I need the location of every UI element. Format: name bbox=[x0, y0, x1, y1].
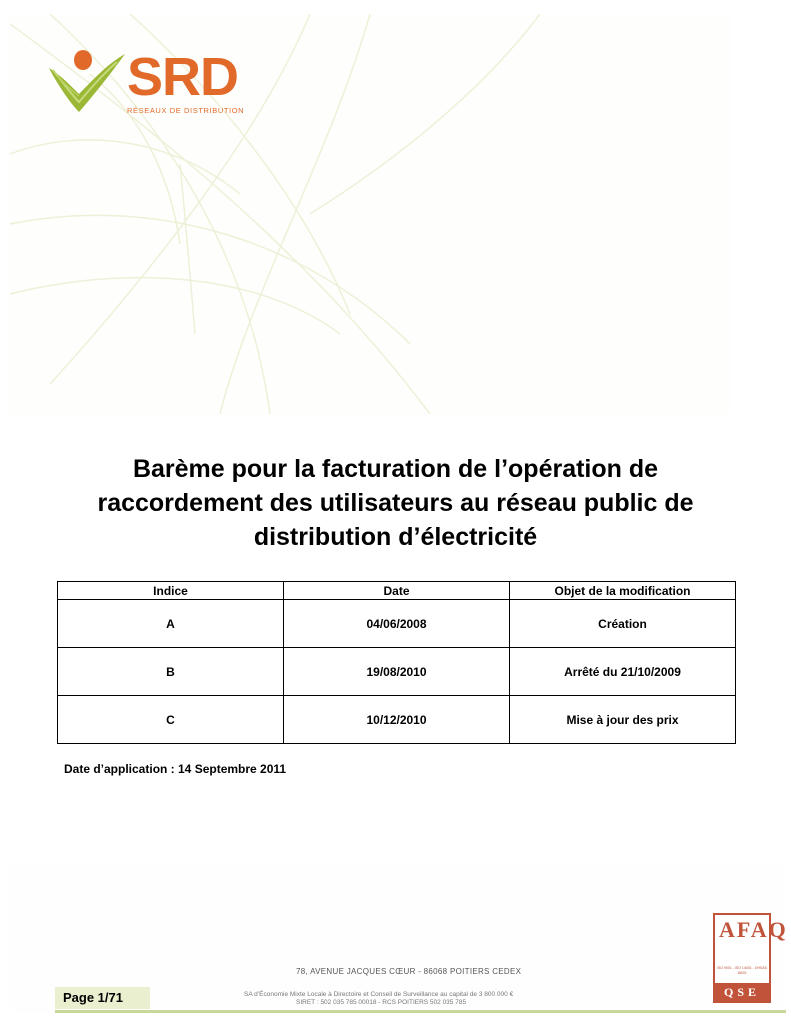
srd-logo-mark-icon bbox=[45, 46, 127, 122]
footer-address: 78, AVENUE JACQUES CŒUR - 86068 POITIERS CEDEX bbox=[296, 967, 522, 976]
table-row bbox=[58, 696, 736, 744]
cell-indice: C bbox=[58, 696, 284, 744]
cell-objet: Création bbox=[510, 600, 736, 648]
cell-objet: Arrêté du 21/10/2009 bbox=[510, 648, 736, 696]
cert-qse-label: QSE bbox=[715, 983, 769, 1001]
footer-rule bbox=[55, 1010, 786, 1013]
column-header-date: Date bbox=[284, 582, 510, 600]
cell-date: 04/06/2008 bbox=[284, 600, 510, 648]
cell-indice: A bbox=[58, 600, 284, 648]
cert-standards: ISO 9001 - ISO 14001 - OHSAS 18001 bbox=[717, 966, 767, 975]
footer-legal-line-2: SIRET : 502 035 785 00018 - RCS POITIERS 502 035 785 bbox=[296, 999, 467, 1006]
logo-subtitle: RÉSEAUX DE DISTRIBUTION bbox=[127, 106, 245, 115]
logo-wordmark: SRD bbox=[127, 47, 239, 107]
application-date: Date d’application : 14 Septembre 2011 bbox=[64, 762, 287, 776]
cell-indice: B bbox=[58, 648, 284, 696]
page-number: Page 1/71 bbox=[55, 987, 150, 1009]
afaq-certification-badge bbox=[713, 913, 788, 1003]
cell-objet: Mise à jour des prix bbox=[510, 696, 736, 744]
column-header-objet: Objet de la modification bbox=[510, 582, 736, 600]
table-row bbox=[58, 648, 736, 696]
table-row bbox=[58, 600, 736, 648]
document-title: Barème pour la facturation de l’opération de raccordement des utilisateurs au réseau public de distribution d’électricité bbox=[97, 455, 694, 551]
revision-table bbox=[57, 581, 736, 744]
cell-date: 10/12/2010 bbox=[284, 696, 510, 744]
footer-legal-line-1: SA d’Économie Mixte Locale à Directoire et Conseil de Surveillance au capital de 3 800 000 € bbox=[244, 991, 514, 998]
cert-letters: AFAQ bbox=[719, 917, 788, 942]
cell-date: 19/08/2010 bbox=[284, 648, 510, 696]
srd-logo bbox=[45, 46, 255, 122]
column-header-indice: Indice bbox=[58, 582, 284, 600]
table-header-row bbox=[58, 582, 736, 600]
